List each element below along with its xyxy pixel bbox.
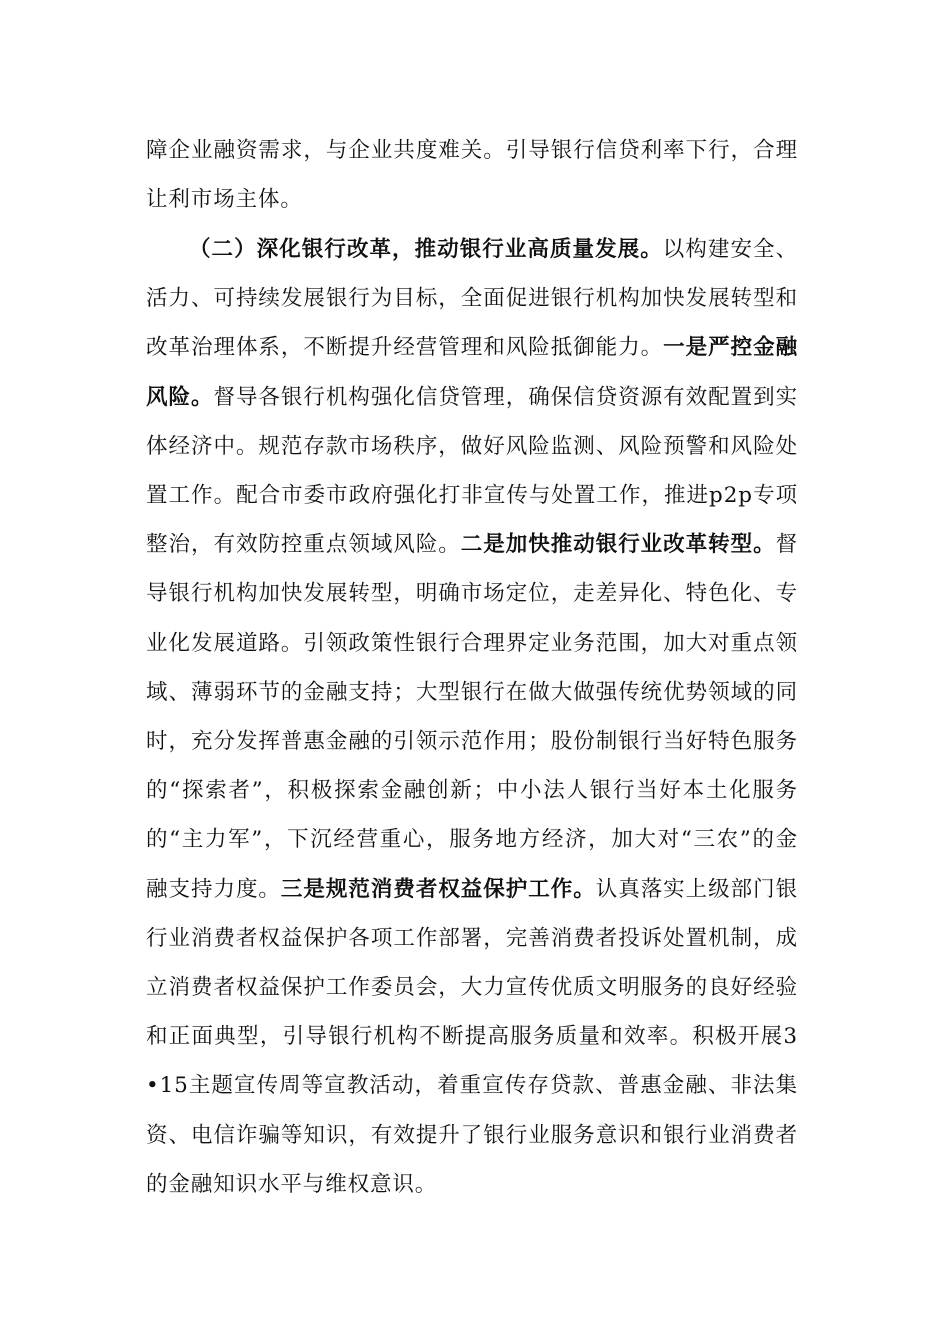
point1-text: 督导各银行机构强化信贷管理，确保信贷资源有效配置到实体经济中。规范存款市场秩序，做好风险监测、风险预警和风险处置工作。配合市委市政府强化打非宣传与处置工作，推进p2p专项整治，有效防控重点领域风险。 <box>146 384 799 558</box>
paragraph1-text: 障企业融资需求，与企业共度难关。引导银行信贷利率下行，合理让利市场主体。 <box>146 138 798 213</box>
section-heading: （二）深化银行改革，推动银行业高质量发展。 <box>189 237 663 262</box>
point2-title: 二是加快推动银行业改革转型。 <box>460 532 776 558</box>
point3-title: 三是规范消费者权益保护工作。 <box>280 876 596 902</box>
section-paragraph-bank-reform <box>146 225 798 1209</box>
paragraph-continuation <box>146 126 798 224</box>
point3-text: 认真落实上级部门银行业消费者权益保护各项工作部署，完善消费者投诉处置机制，成立消费者权益保护工作委员会，大力宣传优质文明服务的良好经验和正面典型，引导银行机构不断提高服务质量和效率。积极开展3•15主题宣传周等宣教活动，着重宣传存贷款、普惠金融、非法集资、电信诈骗等知识，有效提升了银行业服务意识和银行业消费者的金融知识水平与维权意识。 <box>146 876 798 1197</box>
point1-title: 一是严控金融风险。 <box>146 335 798 410</box>
section-intro: 以构建安全、活力、可持续发展银行为目标，全面促进银行机构加快发展转型和改革治理体系，不断提升经营管理和风险抵御能力。 <box>146 237 799 361</box>
point2-text: 督导银行机构加快发展转型，明确市场定位，走差异化、特色化、专业化发展道路。引领政策性银行合理界定业务范围，加大对重点领域、薄弱环节的金融支持；大型银行在做大做强传统优势领域的同时，充分发挥普惠金融的引领示范作用；股份制银行当好特色服务的“探索者”，积极探索金融创新；中小法人银行当好本土化服务的“主力军”，下沉经营重心，服务地方经济，加大对“三农”的金融支持力度。 <box>146 532 798 902</box>
